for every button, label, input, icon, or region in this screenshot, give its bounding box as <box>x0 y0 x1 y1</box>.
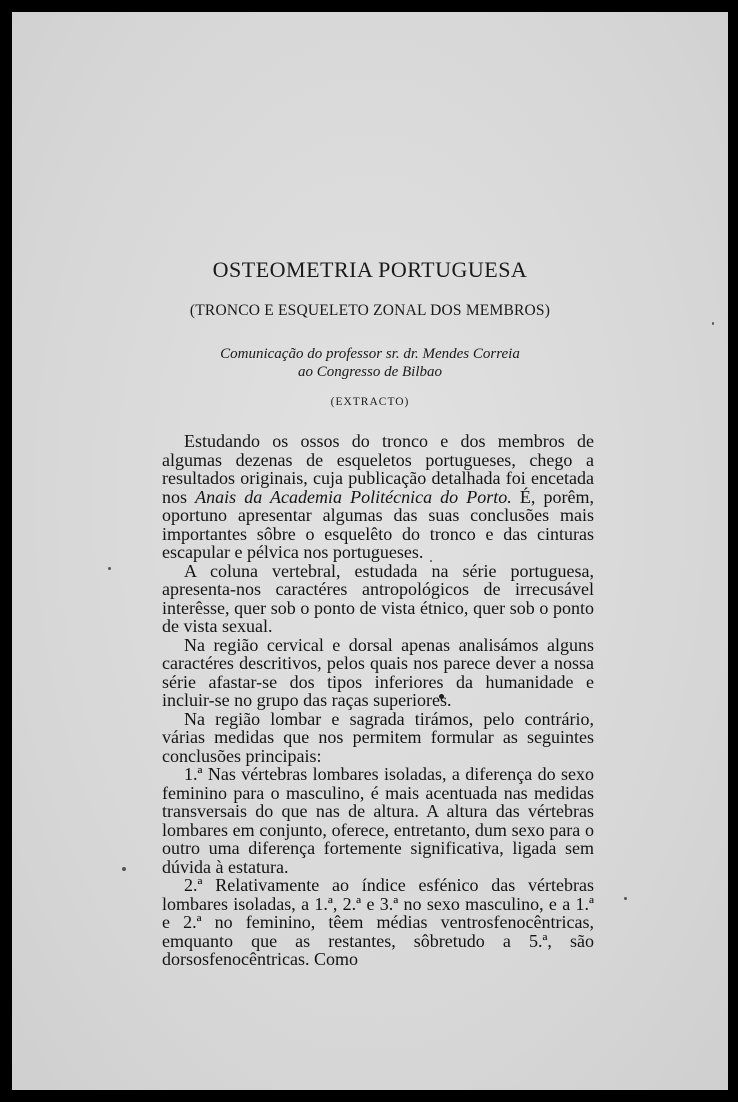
paragraph-4: Na região lombar e sagrada tirámos, pelo contrário, várias medidas que nos permitem formular as seguintes conclusões principais: <box>162 708 594 766</box>
paragraph-1 <box>162 432 594 562</box>
paragraph-1-tail: É, porêm, oportuno apresentar algumas das suas conclusões mais importantes sôbre o esquelêto do tronco e das cinturas escapular e pélvica nos portugueses. <box>162 486 594 562</box>
document-title: OSTEOMETRIA PORTUGUESA <box>212 257 528 282</box>
paragraph-3: Na região cervical e dorsal apenas analisámos alguns caractéres descritivos, pelos quais nos parece dever a nossa série afastar-se dos tipos inferiores da humanidade e incluir-se no grupo das raças superiores. <box>162 634 594 710</box>
paragraph-5: 1.ª Nas vértebras lombares isoladas, a diferença do sexo feminino para o masculino, é mais acentuada nas medidas transversais do que nas de altura. A altura das vértebras lombares em conjunto, oferece, entretanto, dum sexo para o outro uma diferença fortemente significativa, ligada sem dúvida à estatura. <box>162 764 594 877</box>
extract-label: (EXTRACTO) <box>330 396 410 408</box>
journal-name: Anais da Academia Politécnica do Porto. <box>195 486 512 507</box>
paragraph-2: A coluna vertebral, estudada na série portuguesa, apresenta-nos caractéres antropológicos de irrecusável interêsse, quer sob o ponto de vista étnico, quer sob o ponto de vista sexual. <box>162 560 594 636</box>
paragraph-1-text: Estudando os ossos do tronco e dos membros de algumas dezenas de esqueletos portugueses, chego a resultados originais, cuja publicação detalhada foi encetada nos <box>162 431 594 507</box>
scanned-page <box>12 12 728 1090</box>
communication-line-2: ao Congresso de Bilbao <box>297 364 443 380</box>
communication-line-1: Comunicação do professor sr. dr. Mendes Correia <box>220 346 520 362</box>
body-text <box>162 432 594 969</box>
communication-note <box>12 345 728 381</box>
document-subtitle: (TRONCO E ESQUELETO ZONAL DOS MEMBROS) <box>189 302 551 319</box>
paragraph-6: 2.ª Relativamente ao índice esfénico das vértebras lombares isoladas, a 1.ª, 2.ª e 3.ª no sexo masculino, e a 1.ª e 2.ª no feminino, têem médias ventrosfenocêntricas, emquanto que as restantes, sôbretudo a 5.ª, são dorsosfenocêntricas. Como <box>162 875 594 969</box>
